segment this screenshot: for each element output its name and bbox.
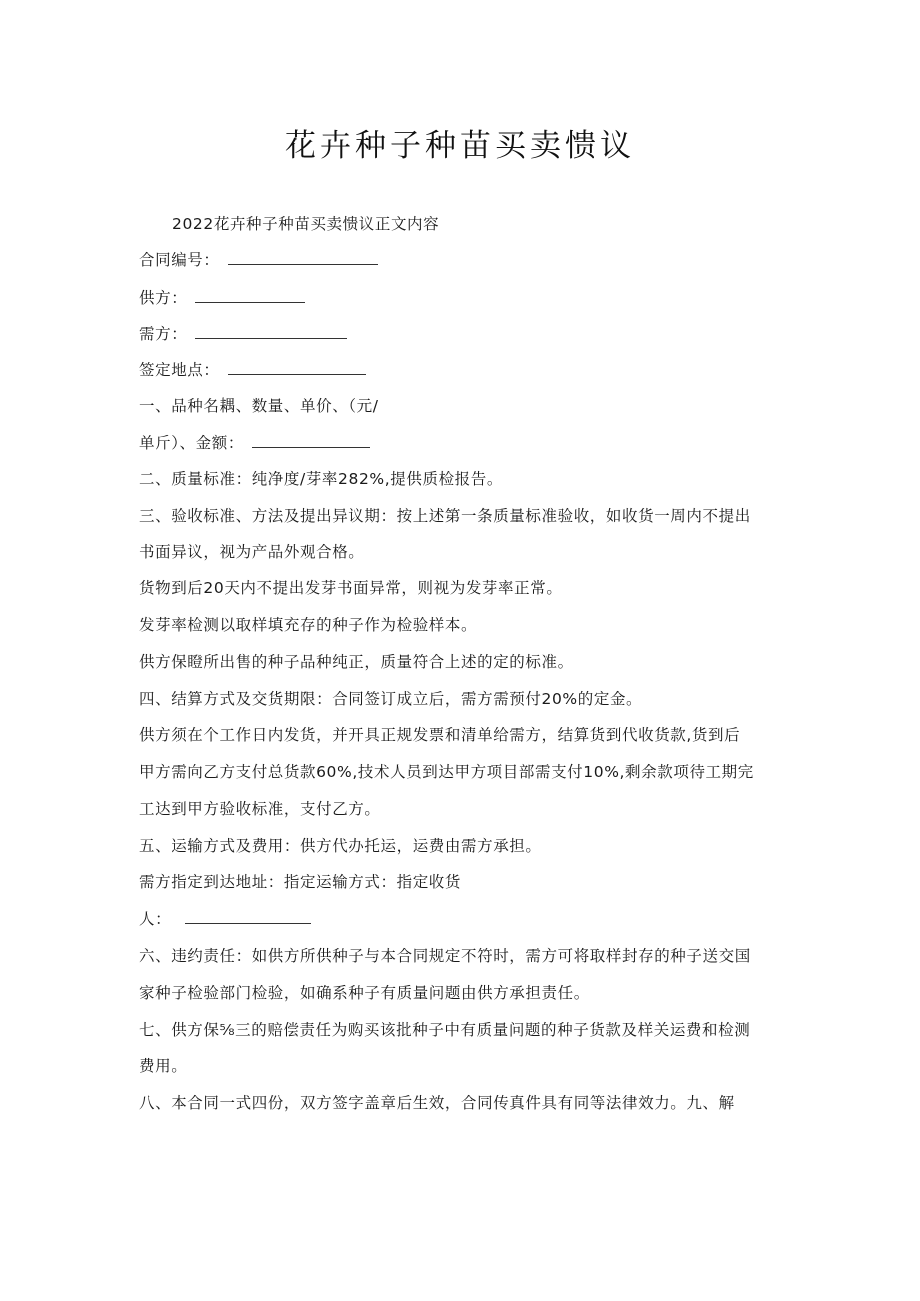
clause-line: 供方须在个工作日内发货，并开具正规发票和清单给需方，结算货到代收货款,货到后 <box>139 726 741 744</box>
document-title: 花卉种子种苗买卖愦议 <box>285 128 635 164</box>
sign-place-row <box>139 360 789 380</box>
clause-line: 一、品种名耦、数量、单价、（元/ <box>139 397 379 415</box>
clause-line: 工达到甲方验收标准，支付乙方。 <box>139 800 381 818</box>
clause-line: 家种子检验部门检验，如确系种子有质量问题由供方承担责任。 <box>139 984 590 1002</box>
clause-line: 货物到后20天内不提出发芽书面异常，则视为发芽率正常。 <box>139 579 563 597</box>
clause-text: 人： <box>139 910 172 928</box>
document-subtitle: 2022花卉种子种苗买卖愦议正文内容 <box>172 215 440 233</box>
amount-blank <box>252 433 370 448</box>
supplier-label: 供方： <box>139 289 188 307</box>
clause-line-with-blank <box>139 433 789 453</box>
clause-line: 甲方需向乙方支付总货款60%,技术人员到达甲方项目部需支付10%,剩余款项待工期完 <box>139 763 754 781</box>
clause-line: 供方保瞪所出售的种子品种纯正，质量符合上述的定的标准。 <box>139 653 574 671</box>
clause-line: 六、违约责任：如供方所供种子与本合同规定不符时，需方可将取样封存的种子送交国 <box>139 947 751 965</box>
clause-line: 三、验收标准、方法及提出异议期：按上述第一条质量标准验收，如收货一周内不提出 <box>139 507 751 525</box>
clause-line: 八、本合同一式四份，双方签字盖章后生效，合同传真件具有同等法律效力。九、解 <box>139 1094 735 1112</box>
supplier-row <box>139 288 789 308</box>
clause-text: 单斤）、金额： <box>139 434 244 452</box>
contract-no-label: 合同编号： <box>139 251 220 269</box>
sign-place-blank <box>228 360 366 375</box>
recipient-blank <box>185 909 311 924</box>
clause-line: 发芽率检测以取样填充存的种子作为检验样本。 <box>139 616 478 634</box>
buyer-blank <box>195 324 347 339</box>
clause-line: 五、运输方式及费用：供方代办托运，运费由需方承担。 <box>139 837 542 855</box>
clause-line: 七、供方保⅝三的赔偿责任为购买该批种子中有质量问题的种子货款及样关运费和检测 <box>139 1021 751 1039</box>
contract-no-blank <box>228 250 378 265</box>
clause-line: 二、质量标准：纯净度/芽率282%,提供质检报告。 <box>139 470 503 488</box>
buyer-label: 需方： <box>139 325 188 343</box>
supplier-blank <box>195 288 305 303</box>
clause-line: 书面异议，视为产品外观合格。 <box>139 543 365 561</box>
clause-line-with-blank <box>139 909 789 929</box>
sign-place-label: 签定地点： <box>139 361 220 379</box>
clause-line: 费用。 <box>139 1057 188 1075</box>
buyer-row <box>139 324 789 344</box>
clause-line: 需方指定到达地址：指定运输方式：指定收货 <box>139 873 462 891</box>
contract-no-row <box>139 250 789 270</box>
clause-line: 四、结算方式及交货期限：合同签订成立后，需方需预付20%的定金。 <box>139 690 643 708</box>
